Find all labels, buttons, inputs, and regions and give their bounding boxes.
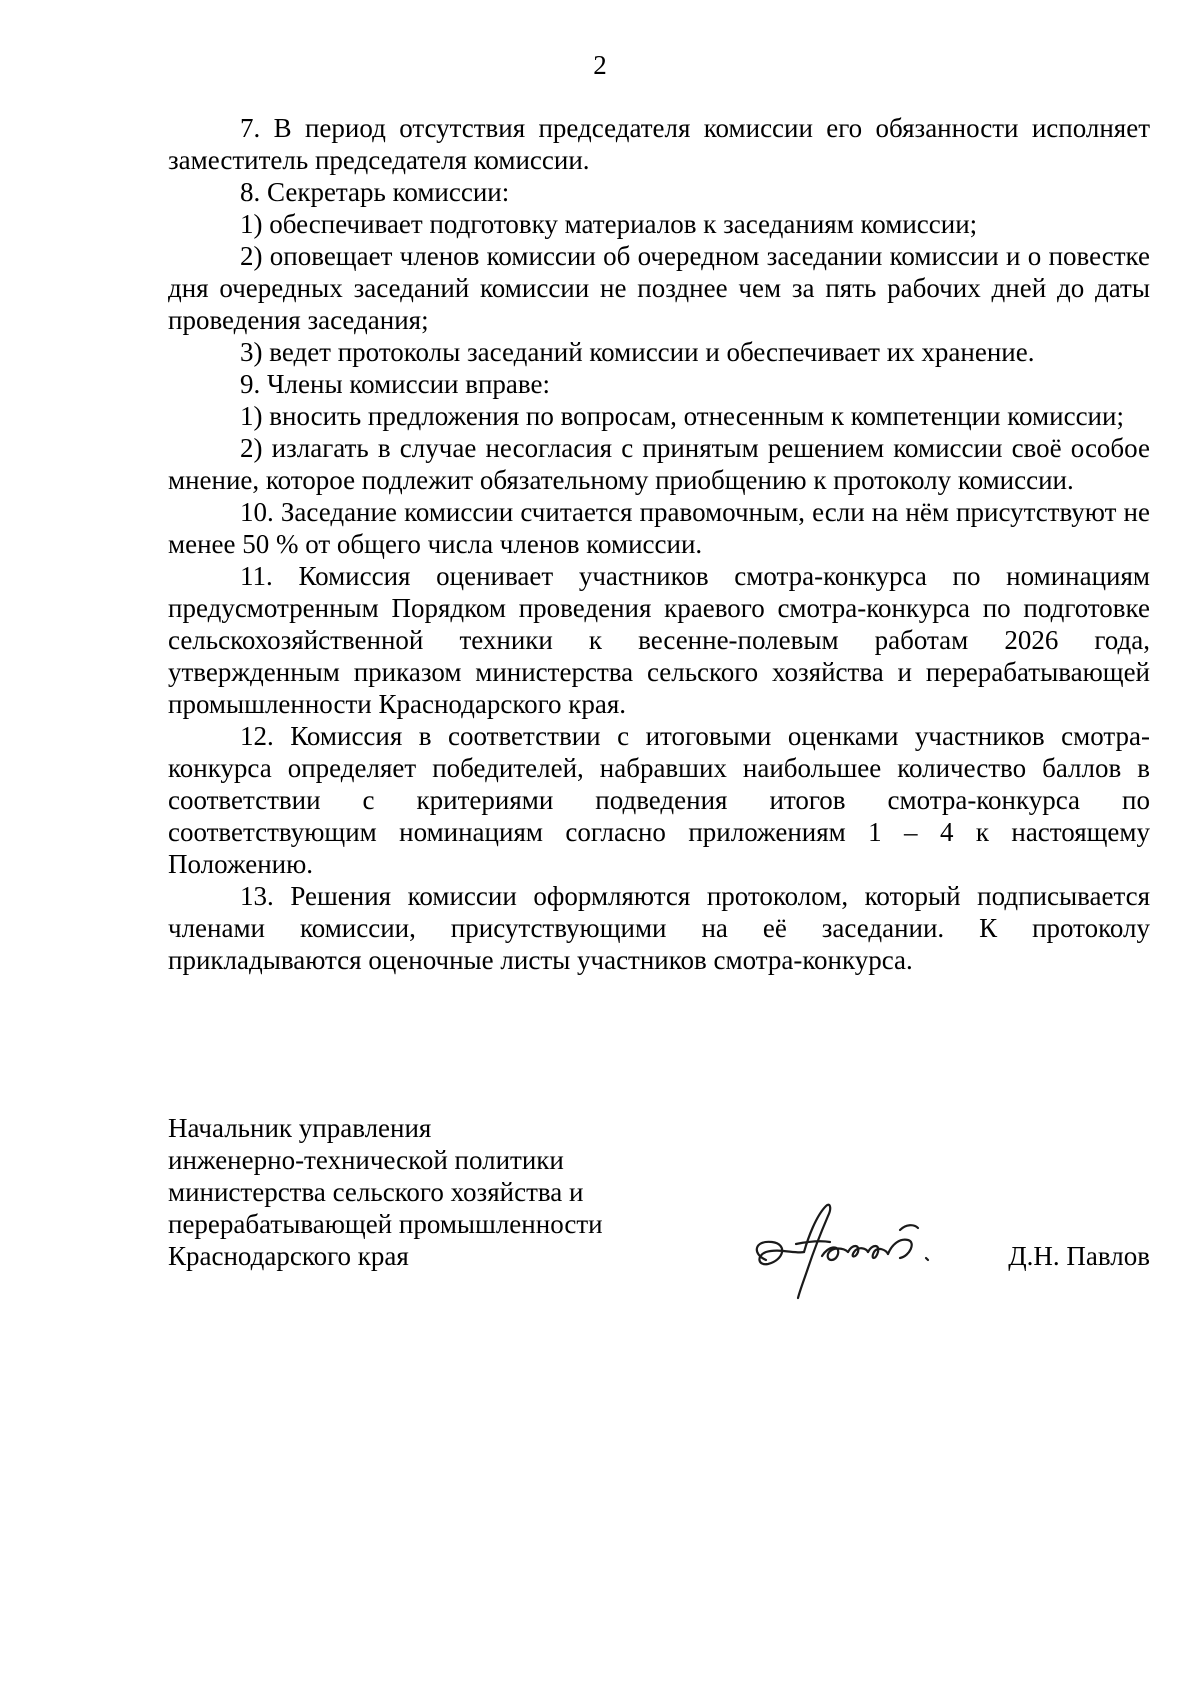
signer-position-line: инженерно-технической политики bbox=[168, 1145, 564, 1175]
paragraph-8-item-2: 2) оповещает членов комиссии об очередном заседании комиссии и о повестке дня очередных заседаний комиссии не позднее чем за пять рабочих дней до даты проведения заседания; bbox=[168, 241, 1150, 335]
paragraph-9-item-2: 2) излагать в случае несогласия с принятым решением комиссии своё особое мнение, которое подлежит обязательному приобщению к протоколу комиссии. bbox=[168, 433, 1150, 495]
paragraph-8-item-1: 1) обеспечивает подготовку материалов к заседаниям комиссии; bbox=[240, 209, 978, 239]
paragraph-11: 11. Комиссия оценивает участников смотра-конкурса по номинациям предусмотренным Порядком проведения краевого смотра-конкурса по подготовке сельскохозяйственной техники к весенне-полевым работам 2026 года, утвержденным приказом министерства сельского хозяйства и перерабатывающей промышленности Краснодарского края. bbox=[168, 561, 1150, 719]
paragraph-9: 9. Члены комиссии вправе: bbox=[240, 369, 550, 399]
handwritten-signature bbox=[744, 1194, 944, 1304]
paragraph-13: 13. Решения комиссии оформляются протоколом, который подписывается членами комиссии, присутствующими на её заседании. К протоколу прикладываются оценочные листы участников смотра-конкурса. bbox=[168, 881, 1150, 975]
paragraph-10: 10. Заседание комиссии считается правомочным, если на нём присутствуют не менее 50 % от общего числа членов комиссии. bbox=[168, 497, 1150, 559]
document-body bbox=[168, 112, 1150, 976]
paragraph-9-item-1: 1) вносить предложения по вопросам, отнесенным к компетенции комиссии; bbox=[240, 401, 1124, 431]
paragraph-8-item-3: 3) ведет протоколы заседаний комиссии и обеспечивает их хранение. bbox=[240, 337, 1035, 367]
signer-position-line: Краснодарского края bbox=[168, 1241, 409, 1271]
signer-position-line: перерабатывающей промышленности bbox=[168, 1209, 603, 1239]
paragraph-7: 7. В период отсутствия председателя комиссии его обязанности исполняет заместитель председателя комиссии. bbox=[168, 113, 1150, 175]
signer-name: Д.Н. Павлов bbox=[1008, 1241, 1150, 1271]
signer-position-line: министерства сельского хозяйства и bbox=[168, 1177, 584, 1207]
paragraph-8: 8. Секретарь комиссии: bbox=[240, 177, 510, 207]
signer-position bbox=[168, 1112, 688, 1272]
page-number: 2 bbox=[593, 50, 607, 80]
signature-block bbox=[168, 1112, 1150, 1292]
paragraph-12: 12. Комиссия в соответствии с итоговыми оценками участников смотра-конкурса определяет победителей, набравших наибольшее количество баллов в соответствии с критериями подведения итогов смотра-конкурса по соответствующим номинациям согласно приложениям 1 – 4 к настоящему Положению. bbox=[168, 721, 1150, 879]
signer-position-line: Начальник управления bbox=[168, 1113, 432, 1143]
